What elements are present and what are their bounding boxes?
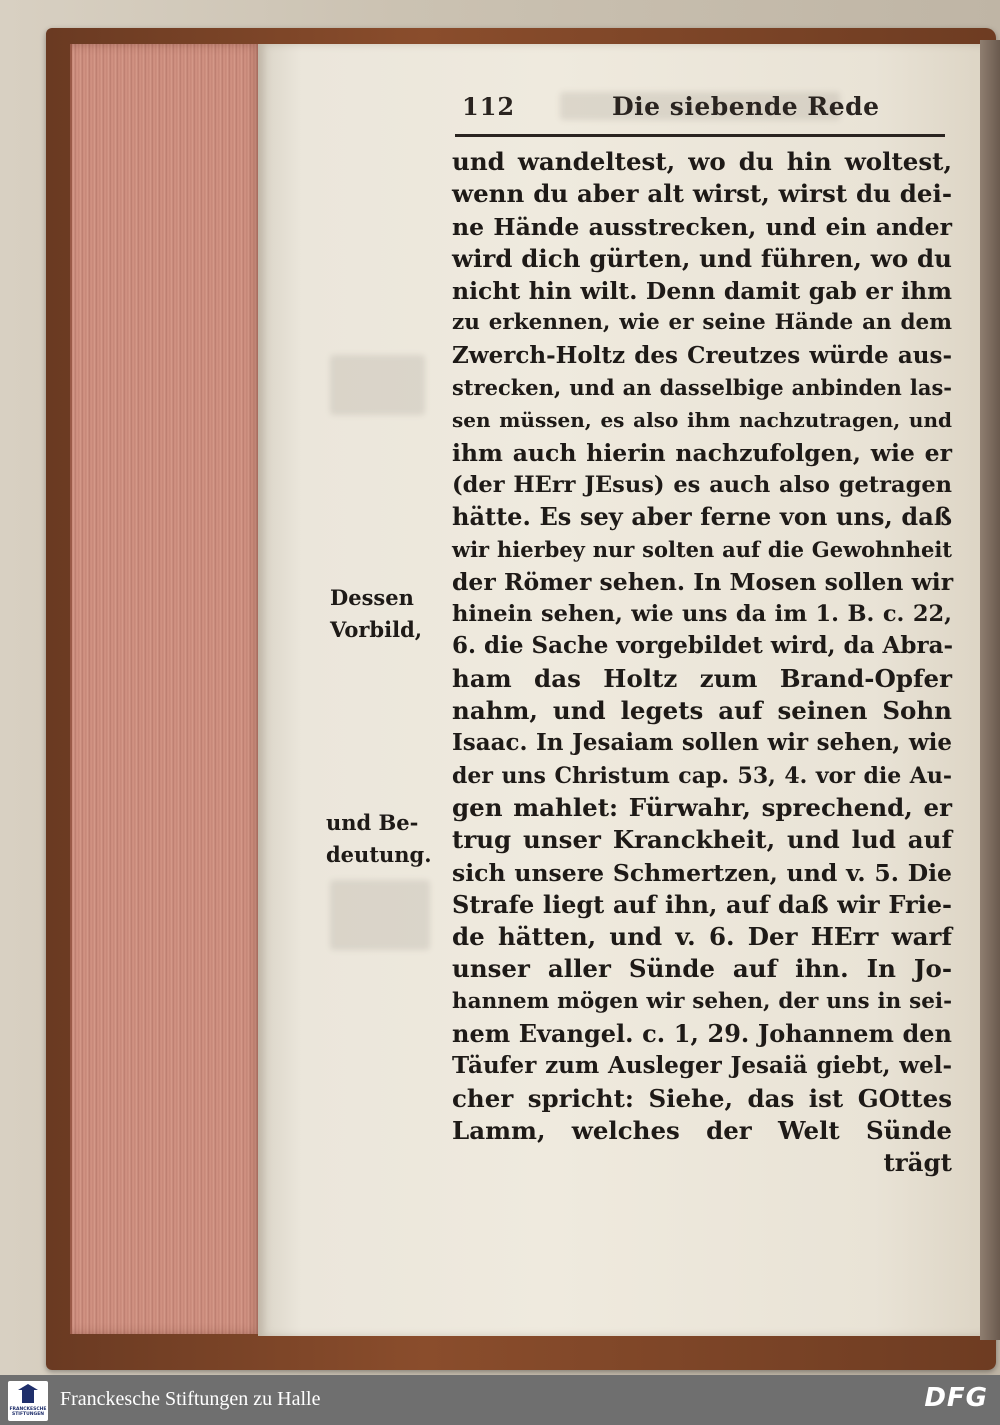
text-line: nahm, und legets auf seinen Sohn	[452, 696, 952, 726]
text-line: Isaac. In Jesaiam sollen wir sehen, wie	[452, 729, 952, 757]
page-edges	[70, 44, 264, 1334]
text-line: zu erkennen, wie er seine Hände an dem	[452, 310, 952, 336]
text-line: nem Evangel. c. 1, 29. Johannem den	[452, 1019, 952, 1049]
text-line: sen müssen, es also ihm nachzutragen, und	[452, 408, 952, 433]
text-line: ne Hände ausstrecken, und ein ander	[452, 212, 952, 241]
text-line: Lamm, welches der Welt Sünde	[452, 1115, 952, 1145]
text-line: hannem mögen wir sehen, der uns in sei-	[452, 988, 952, 1014]
text-line: 6. die Sache vorgebildet wird, da Abra-	[452, 632, 954, 660]
text-line: strecken, und an dasselbige anbinden las-	[452, 375, 952, 401]
show-through	[330, 355, 425, 415]
body-text	[452, 146, 952, 1180]
institution-name[interactable]: Franckesche Stiftungen zu Halle	[60, 1388, 321, 1410]
text-line: gen mahlet: Fürwahr, sprechend, er	[452, 792, 952, 822]
text-line: (der HErr JEsus) es auch also getragen	[452, 471, 952, 498]
margin-note-line: Dessen	[330, 585, 414, 610]
facing-page-edge	[980, 40, 1000, 1340]
catchword: trägt	[883, 1148, 952, 1178]
page-number: 112	[462, 92, 516, 121]
text-line: Zwerch-Holtz des Creutzes würde aus-	[452, 341, 952, 369]
text-line: und wandeltest, wo du hin woltest,	[452, 147, 952, 176]
text-line: ihm auch hierin nachzufolgen, wie er	[452, 438, 952, 467]
header-rule	[455, 134, 945, 137]
running-head: Die siebende Rede	[612, 92, 880, 121]
text-line: ham das Holtz zum Brand-Opfer	[452, 663, 952, 693]
text-line: Täufer zum Ausleger Jesaiä giebt, wel-	[452, 1052, 952, 1080]
text-line: wir hierbey nur solten auf die Gewohnheit	[452, 536, 952, 562]
text-line: der uns Christum cap. 53, 4. vor die Au-	[452, 762, 952, 789]
text-line: cher spricht: Siehe, das ist GOttes	[452, 1083, 952, 1113]
margin-note-line: Vorbild,	[330, 617, 423, 642]
text-line: unser aller Sünde auf ihn. In Jo-	[452, 954, 952, 984]
logo-text: FRANCKESCHE STIFTUNGEN	[9, 1407, 47, 1417]
text-line: Strafe liegt auf ihn, auf daß wir Frie-	[452, 889, 952, 919]
building-icon	[22, 1387, 34, 1403]
text-line: hinein sehen, wie uns da im 1. B. c. 22,	[452, 601, 952, 628]
text-line: trug unser Kranckheit, und lud auf	[452, 825, 952, 855]
text-line: de hätten, und v. 6. Der HErr warf	[452, 922, 952, 952]
text-line: sich unsere Schmertzen, und v. 5. Die	[452, 858, 952, 887]
text-line: hätte. Es sey aber ferne von uns, daß	[452, 502, 952, 532]
margin-note	[326, 807, 432, 871]
dfg-logo[interactable]: DFG	[924, 1383, 988, 1413]
show-through	[330, 880, 430, 950]
margin-note-line: deutung.	[326, 842, 432, 867]
text-line: wird dich gürten, und führen, wo du	[452, 243, 952, 273]
margin-note-line: und Be-	[326, 810, 419, 835]
page-header	[462, 92, 942, 132]
text-line: wenn du aber alt wirst, wirst du dei-	[452, 179, 952, 209]
text-line: der Römer sehen. In Mosen sollen wir	[452, 567, 954, 596]
institution-logo[interactable]	[8, 1381, 48, 1421]
text-line: nicht hin wilt. Denn damit gab er ihm	[452, 277, 952, 306]
margin-note	[330, 582, 422, 646]
footer-bar	[0, 1375, 1000, 1425]
